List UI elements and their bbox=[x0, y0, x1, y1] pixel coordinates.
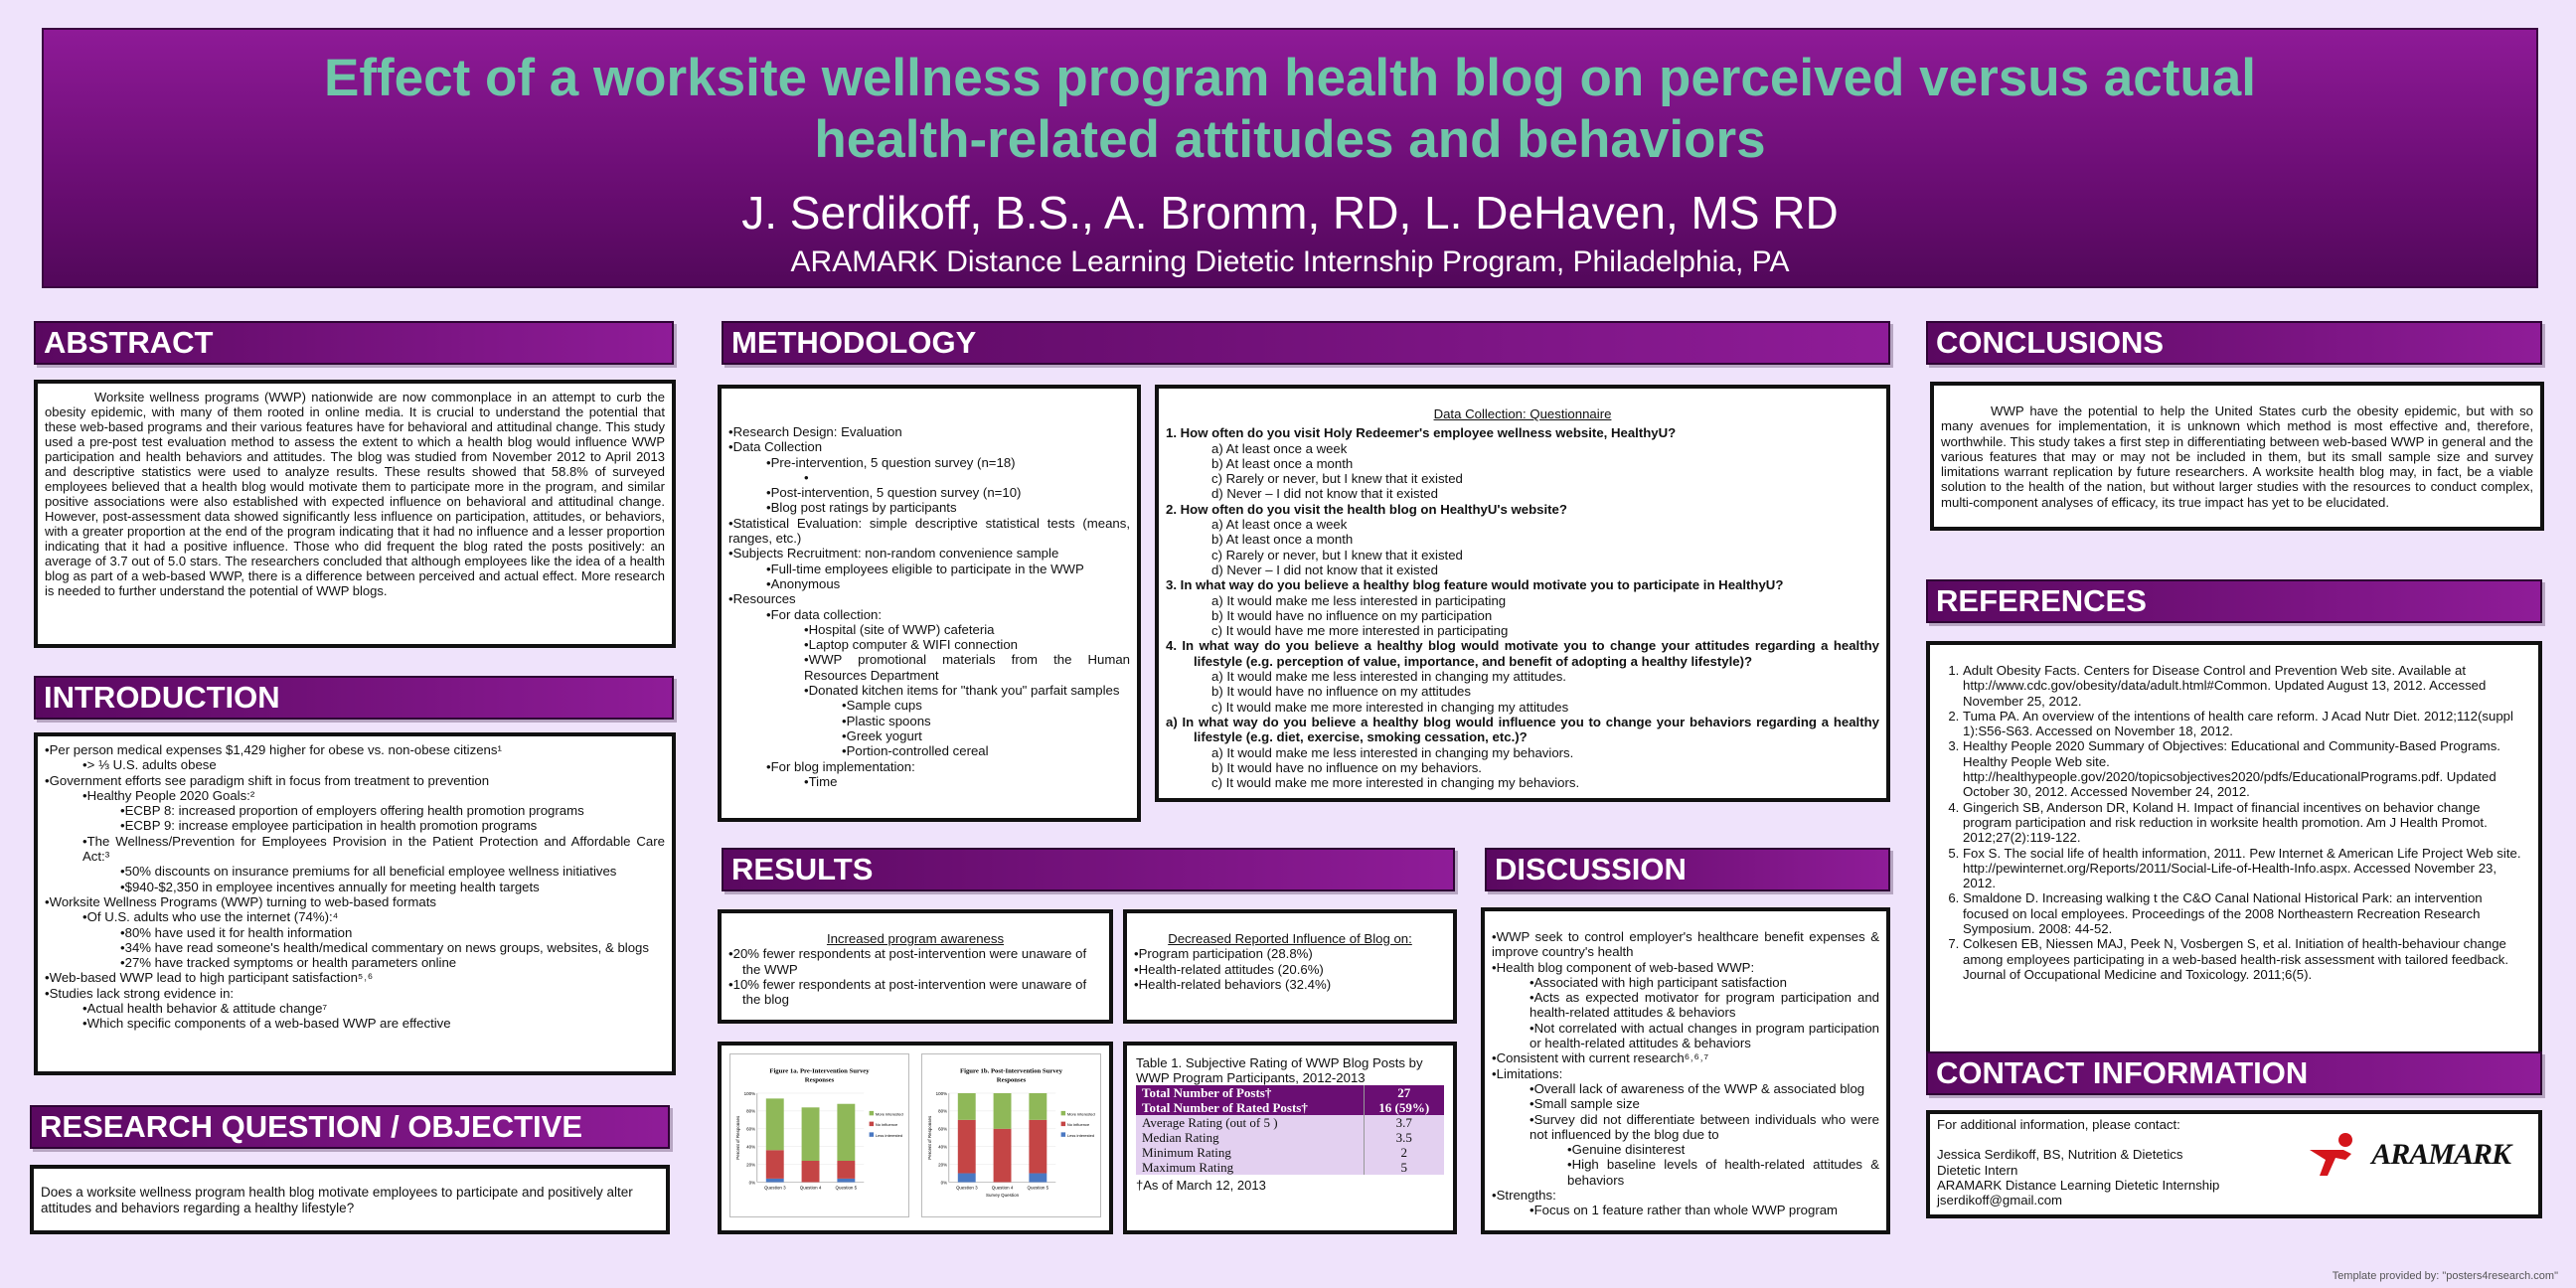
chart-bar bbox=[958, 1174, 976, 1183]
y-tick-label: 40% bbox=[746, 1144, 756, 1150]
rating-table-row bbox=[1136, 1145, 1444, 1160]
methodology-item: •Anonymous bbox=[766, 575, 841, 591]
introduction-header: INTRODUCTION bbox=[34, 676, 674, 720]
introduction-box bbox=[34, 732, 676, 1075]
discussion-item: •WWP seek to control employer's healthcare benefit expenses & improve country's health bbox=[1492, 929, 1879, 960]
rating-table-value: 3.7 bbox=[1364, 1115, 1444, 1130]
introduction-item: •Which specific components of a web-based WWP are effective bbox=[82, 1016, 451, 1032]
results-increased-box bbox=[718, 909, 1113, 1024]
rating-table-row bbox=[1136, 1130, 1444, 1145]
abstract-header: ABSTRACT bbox=[34, 321, 674, 365]
conclusions-box bbox=[1930, 382, 2544, 531]
conclusions-text: WWP have the potential to help the United States curb the obesity epidemic, but with so many avenues for implementation, it is unknown which method is most effective and, therefore, worthwhile. This study takes a first step in differentiating between web-based WWP in general and the various features that may or may not be included in them, but its small sample size and survey limitations warrant replication by future researchers. A worksite health blog may, in fact, be a viable solution to the health of the nation, but without larger studies with the resources to conduct complex, multi-component analyses of efficacy, its true impact has yet to be elucidated. bbox=[1941, 403, 2533, 510]
research-question-box bbox=[30, 1165, 670, 1234]
y-tick-label: 100% bbox=[743, 1090, 756, 1096]
references-header: REFERENCES bbox=[1926, 579, 2542, 623]
legend-swatch bbox=[1061, 1132, 1065, 1136]
methodology-item: •Pre-intervention, 5 question survey (n=18) bbox=[766, 454, 1016, 470]
introduction-item: •Web-based WWP lead to high participant satisfaction⁵˒⁶ bbox=[45, 970, 374, 986]
methodology-header: METHODOLOGY bbox=[722, 321, 1890, 365]
questionnaire-answer: c) Rarely or never, but I knew that it existed bbox=[1211, 471, 1463, 487]
methodology-item: •Hospital (site of WWP) cafeteria bbox=[804, 621, 995, 637]
increased-item: •10% fewer respondents at post-intervention were unaware of the blog bbox=[728, 976, 1087, 1008]
discussion-item: •Genuine disinterest bbox=[1567, 1142, 1686, 1158]
methodology-item: •Portion-controlled cereal bbox=[842, 743, 989, 759]
questionnaire-answer: d) Never – I did not know that it existed bbox=[1211, 562, 1438, 577]
introduction-item: •Government efforts see paradigm shift in focus from treatment to prevention bbox=[45, 772, 490, 788]
rating-table-row bbox=[1136, 1100, 1444, 1115]
legend-swatch bbox=[870, 1122, 874, 1126]
chart-bar bbox=[837, 1161, 855, 1179]
contact-name: Jessica Serdikoff, BS, Nutrition & Dietetics bbox=[1937, 1147, 2183, 1163]
questionnaire-question: a) In what way do you believe a healthy blog would influence you to change your behaviors regarding a healthy lifestyle (e.g. diet, exercise, smoking cessation, etc.)? bbox=[1166, 714, 1879, 745]
chart-bar bbox=[766, 1179, 784, 1183]
references-box bbox=[1926, 641, 2542, 1056]
decreased-item: •Health-related attitudes (20.6%) bbox=[1134, 961, 1324, 977]
questionnaire-answer: b) At least once a month bbox=[1211, 532, 1354, 548]
reference-item: 2. Tuma PA. An overview of the intentions of health care reform. J Acad Nutr Diet. 2012;112(suppl 1):S56-S63. Accessed on November 18, 2012. bbox=[1963, 709, 2531, 739]
introduction-item: •Per person medical expenses $1,429 higher for obese vs. non-obese citizens¹ bbox=[45, 742, 502, 757]
discussion-item: •High baseline levels of health-related attitudes & behaviors bbox=[1567, 1157, 1879, 1188]
y-tick-label: 20% bbox=[938, 1162, 948, 1168]
legend-swatch bbox=[1061, 1111, 1065, 1115]
rating-table-value: 27 bbox=[1364, 1085, 1444, 1100]
introduction-item: •Of U.S. adults who use the internet (74%):⁴ bbox=[82, 909, 339, 925]
chart-bar bbox=[994, 1129, 1012, 1183]
y-axis-label: Percent of Responses bbox=[926, 1115, 932, 1160]
methodology-item: •Full-time employees eligible to participate in the WWP bbox=[766, 561, 1084, 576]
research-question-text: Does a worksite wellness program health blog motivate employees to participate and positively alter attitudes and behaviors regarding a healthy lifestyle? bbox=[41, 1185, 633, 1215]
introduction-item: •The Wellness/Prevention for Employees Provision in the Patient Protection and Affordable Care Act:³ bbox=[82, 833, 665, 865]
x-tick-label: Question 4 bbox=[991, 1185, 1014, 1191]
discussion-box bbox=[1481, 907, 1890, 1234]
chart-bar bbox=[994, 1093, 1012, 1129]
x-tick-label: Question 3 bbox=[763, 1185, 786, 1191]
legend-label: Less interested bbox=[1066, 1132, 1095, 1138]
introduction-item: •ECBP 8: increased proportion of employers offering health promotion programs bbox=[120, 803, 584, 819]
decreased-influence-list bbox=[1134, 946, 1446, 992]
y-tick-label: 100% bbox=[935, 1090, 948, 1096]
questionnaire-answer: a) It would make me less interested in changing my attitudes. bbox=[1211, 669, 1566, 685]
questionnaire-answer: b) At least once a month bbox=[1211, 455, 1354, 471]
introduction-item: •50% discounts on insurance premiums for all beneficial employee wellness initiatives bbox=[120, 864, 617, 880]
discussion-item: •Survey did not differentiate between individuals who were not influenced by the blog due to bbox=[1530, 1111, 1879, 1142]
methodology-item: •Subjects Recruitment: non-random convenience sample bbox=[728, 546, 1059, 562]
chart-title: Figure 1a. Pre-Intervention Survey bbox=[769, 1067, 870, 1075]
legend-label: Less interested bbox=[875, 1132, 903, 1138]
methodology-item: •Resources bbox=[728, 591, 796, 607]
contact-program: ARAMARK Distance Learning Dietetic Internship bbox=[1937, 1177, 2220, 1193]
discussion-item: •Small sample size bbox=[1530, 1096, 1640, 1112]
questionnaire-list bbox=[1166, 425, 1879, 790]
rating-table-label: Total Number of Posts† bbox=[1136, 1085, 1364, 1100]
chart-bar bbox=[802, 1161, 820, 1182]
questionnaire-box bbox=[1155, 385, 1890, 802]
decreased-influence-title: Decreased Reported Influence of Blog on: bbox=[1168, 931, 1412, 946]
methodology-item: •Donated kitchen items for "thank you" parfait samples bbox=[804, 683, 1120, 699]
reference-item: 4. Gingerich SB, Anderson DR, Koland H. Impact of financial incentives on behavior change program participation and risk reduction in worksite health promotion. Am J Health Promot. 2012;27(2):119-122. bbox=[1963, 800, 2531, 846]
introduction-item: •27% have tracked symptoms or health parameters online bbox=[120, 955, 457, 971]
discussion-header: DISCUSSION bbox=[1485, 848, 1890, 891]
chart-title-line2: Responses bbox=[804, 1076, 835, 1084]
y-tick-label: 20% bbox=[746, 1162, 756, 1168]
y-tick-label: 80% bbox=[746, 1108, 756, 1114]
rating-table bbox=[1136, 1085, 1444, 1175]
poster-title: Effect of a worksite wellness program health blog on perceived versus actual health-related attitudes and behaviors bbox=[324, 49, 2256, 169]
title-banner bbox=[42, 28, 2538, 288]
questionnaire-answer: a) At least once a week bbox=[1211, 440, 1348, 456]
rating-table-label: Average Rating (out of 5 ) bbox=[1136, 1115, 1364, 1130]
methodology-item: •Greek yogurt bbox=[842, 727, 922, 743]
chart-bar bbox=[837, 1179, 855, 1183]
questionnaire-answer: b) It would have no influence on my participation bbox=[1211, 607, 1493, 623]
chart-bar bbox=[837, 1104, 855, 1161]
reference-item: 6. Smaldone D. Increasing walking t the C&O Canal National Historical Park: an intervention focused on local employees. Proceedings of the 2008 Northeastern Recreation Research Symposium. 2008: 44-52. bbox=[1963, 890, 2531, 936]
introduction-item: •> ⅓ U.S. adults obese bbox=[82, 757, 217, 773]
figures-row bbox=[729, 1053, 1101, 1217]
chart-bar bbox=[1029, 1174, 1046, 1183]
introduction-item: •34% have read someone's health/medical commentary on news groups, websites, & blogs bbox=[120, 939, 649, 955]
methodology-item: •Blog post ratings by participants bbox=[766, 500, 957, 516]
template-credit: Template provided by: "posters4research.com" bbox=[2332, 1270, 2558, 1282]
chart-title-line2: Responses bbox=[996, 1076, 1027, 1084]
questionnaire-answer: b) It would have no influence on my behaviors. bbox=[1211, 759, 1482, 775]
aramark-logo-text: ARAMARK bbox=[2371, 1138, 2510, 1172]
contact-role: Dietetic Intern bbox=[1937, 1162, 2018, 1178]
y-tick-label: 0% bbox=[748, 1180, 756, 1186]
questionnaire-answer: b) It would have no influence on my attitudes bbox=[1211, 684, 1471, 700]
decreased-item: •Program participation (28.8%) bbox=[1134, 946, 1313, 962]
questionnaire-answer: c) Rarely or never, but I knew that it existed bbox=[1211, 547, 1463, 563]
introduction-item: •ECBP 9: increase employee participation in health promotion programs bbox=[120, 818, 538, 834]
discussion-item: •Associated with high participant satisfaction bbox=[1530, 974, 1787, 990]
figure-1a-chart bbox=[729, 1053, 909, 1217]
questionnaire-answer: d) Never – I did not know that it existed bbox=[1211, 486, 1438, 502]
legend-swatch bbox=[1061, 1122, 1065, 1126]
questionnaire-question: 3. In what way do you believe a healthy blog feature would motivate you to participate in HealthyU? bbox=[1166, 577, 1784, 593]
table-caption: Table 1. Subjective Rating of WWP Blog Posts by WWP Program Participants, 2012-2013 bbox=[1136, 1055, 1423, 1085]
y-tick-label: 60% bbox=[938, 1126, 948, 1132]
legend-label: More interested bbox=[1066, 1111, 1095, 1117]
y-tick-label: 0% bbox=[940, 1180, 948, 1186]
questionnaire-question: 4. In what way do you believe a healthy blog would motivate you to change your attitudes regarding a healthy lifestyle (e.g. perception of value, importance, and benefit of adopting a healthy lifestyle)? bbox=[1166, 638, 1879, 669]
abstract-text: Worksite wellness programs (WWP) nationwide are now commonplace in an attempt to curb the obesity epidemic, with many of them rooted in online media. It is crucial to understand the potential that these web-based programs and their various features have for behavioral and attitudinal change. This study used a pre-post test evaluation method to assess the extent to which a health blog would influence WWP participation and health behaviors and attitudes. The blog was studied from November 2012 to April 2013 and descriptive statistics were used to analyze results. These results showed that 58.8% of surveyed employees believed that a health blog would motivate them to participate more in the program, and similar positive associations were also established with expected influence on behavioral and attitudinal change. However, post-assessment data showed significantly less influence on participation, attitudes, or behaviors, with a greater proportion at the end of the program indicating that it had no influence and a lesser proportion indicating that it had a positive influence. Those who did frequent the blog rated the posts positively: an average of 3.7 out of 5.0 stars. The researchers concluded that although employees like the idea of a health blog as part of a web-based WWP, there is a difference between perceived and actual effect. More research is needed to further understand the potential of WWP blogs. bbox=[45, 390, 665, 598]
rating-table-value: 5 bbox=[1364, 1160, 1444, 1175]
legend-label: No influence bbox=[875, 1122, 898, 1128]
rating-table-value: 2 bbox=[1364, 1145, 1444, 1160]
x-tick-label: Question 5 bbox=[1027, 1185, 1049, 1191]
reference-item: 7. Colkesen EB, Niessen MAJ, Peek N, Vosbergen S, et al. Initiation of health-behaviour change among employees participating in a web-based health-risk assessment with tailored feedback. Journal of Occupational Medicine and Toxicology. 2011;6(5). bbox=[1963, 936, 2531, 982]
reference-item: 1. Adult Obesity Facts. Centers for Disease Control and Prevention Web site. Available at http://www.cdc.gov/obesity/data/adult.html#Common. Updated August 13, 2012. Accessed November 25, 2012. bbox=[1963, 663, 2531, 709]
methodology-item: •Laptop computer & WIFI connection bbox=[804, 637, 1018, 653]
introduction-item: •$940-$2,350 in employee incentives annually for meeting health targets bbox=[120, 879, 540, 894]
questionnaire-answer: a) At least once a week bbox=[1211, 517, 1348, 533]
introduction-item: •Studies lack strong evidence in: bbox=[45, 985, 235, 1001]
table-footnote: †As of March 12, 2013 bbox=[1136, 1178, 1266, 1193]
discussion-item: •Limitations: bbox=[1492, 1065, 1563, 1081]
questionnaire-question: 1. How often do you visit Holy Redeemer's employee wellness website, HealthyU? bbox=[1166, 425, 1677, 441]
rating-table-label: Median Rating bbox=[1136, 1130, 1364, 1145]
methodology-item: •Time bbox=[804, 773, 838, 789]
introduction-list bbox=[45, 742, 665, 1032]
legend-label: More interested bbox=[875, 1111, 903, 1117]
legend-label: No influence bbox=[1066, 1122, 1090, 1128]
contact-email[interactable]: jserdikoff@gmail.com bbox=[1937, 1193, 2063, 1208]
rating-table-label: Minimum Rating bbox=[1136, 1145, 1364, 1160]
aramark-logo bbox=[2306, 1130, 2510, 1180]
discussion-item: •Consistent with current research⁶˒⁶˒⁷ bbox=[1492, 1050, 1709, 1066]
affiliation: ARAMARK Distance Learning Dietetic Internship Program, Philadelphia, PA bbox=[790, 245, 1790, 278]
methodology-list bbox=[728, 424, 1130, 789]
results-header: RESULTS bbox=[722, 848, 1455, 891]
chart-bar bbox=[958, 1120, 976, 1174]
questionnaire-title: Data Collection: Questionnaire bbox=[1433, 406, 1612, 421]
figure-1b-chart bbox=[921, 1053, 1101, 1217]
legend-swatch bbox=[870, 1111, 874, 1115]
x-axis-label: Survey Question bbox=[986, 1192, 1020, 1198]
y-tick-label: 40% bbox=[938, 1144, 948, 1150]
questionnaire-answer: a) It would make me less interested in participating bbox=[1211, 592, 1507, 608]
decreased-item: •Health-related behaviors (32.4%) bbox=[1134, 976, 1332, 992]
methodology-item: •Post-intervention, 5 question survey (n=10) bbox=[766, 485, 1022, 501]
questionnaire-answer: c) It would make me more interested in changing my behaviors. bbox=[1211, 775, 1580, 791]
methodology-item: •Research Design: Evaluation bbox=[728, 424, 902, 439]
methodology-item: •WWP promotional materials from the Human Resources Department bbox=[804, 652, 1130, 683]
introduction-item: •80% have used it for health information bbox=[120, 924, 353, 940]
rating-table-label: Total Number of Rated Posts† bbox=[1136, 1100, 1364, 1115]
abstract-box bbox=[34, 380, 676, 648]
discussion-item: •Not correlated with actual changes in program participation or health-related attitudes & behaviors bbox=[1530, 1020, 1879, 1051]
rating-table-value: 16 (59%) bbox=[1364, 1100, 1444, 1115]
chart-bar bbox=[958, 1093, 976, 1120]
aramark-star-icon bbox=[2306, 1130, 2365, 1180]
chart-bar bbox=[766, 1150, 784, 1179]
chart-bar bbox=[766, 1098, 784, 1150]
methodology-item: •Sample cups bbox=[842, 698, 922, 714]
chart-title: Figure 1b. Post-Intervention Survey bbox=[959, 1067, 1063, 1075]
reference-item: 3. Healthy People 2020 Summary of Objectives: Educational and Community-Based Programs. Healthy People Web site. http://healthypeople.gov/2020/topicsobjectives2020/pdfs/EducationalPrograms.pdf. Updated October 30, 2012. Accessed November 24, 2012. bbox=[1963, 738, 2531, 799]
discussion-item: •Focus on 1 feature rather than whole WWP program bbox=[1530, 1203, 1839, 1218]
rating-table-value: 3.5 bbox=[1364, 1130, 1444, 1145]
results-figures-box bbox=[718, 1042, 1113, 1234]
increased-awareness-list bbox=[728, 946, 1102, 1007]
y-axis-label: Percent of Responses bbox=[734, 1115, 740, 1160]
methodology-box bbox=[718, 385, 1141, 822]
y-tick-label: 80% bbox=[938, 1108, 948, 1114]
questionnaire-answer: c) It would have me more interested in participating bbox=[1211, 623, 1509, 639]
conclusions-header: CONCLUSIONS bbox=[1926, 321, 2542, 365]
questionnaire-answer: c) It would make me more interested in changing my attitudes bbox=[1211, 699, 1569, 715]
chart-bar bbox=[1029, 1093, 1046, 1120]
chart-bar bbox=[1029, 1120, 1046, 1174]
x-tick-label: Question 3 bbox=[955, 1185, 978, 1191]
contact-box bbox=[1926, 1110, 2542, 1218]
introduction-item: •Worksite Wellness Programs (WWP) turning to web-based formats bbox=[45, 893, 437, 909]
chart-bar bbox=[802, 1107, 820, 1161]
rating-table-row bbox=[1136, 1085, 1444, 1100]
y-tick-label: 60% bbox=[746, 1126, 756, 1132]
discussion-item: •Overall lack of awareness of the WWP & associated blog bbox=[1530, 1080, 1865, 1096]
discussion-item: •Acts as expected motivator for program participation and health-related attitudes & behaviors bbox=[1530, 990, 1879, 1021]
increased-item: •20% fewer respondents at post-intervention were unaware of the WWP bbox=[728, 946, 1087, 977]
questionnaire-question: 2. How often do you visit the health blog on HealthyU's website? bbox=[1166, 501, 1567, 517]
x-tick-label: Question 5 bbox=[835, 1185, 858, 1191]
methodology-item: •Plastic spoons bbox=[842, 713, 931, 728]
methodology-item: •Data Collection bbox=[728, 439, 823, 455]
rating-table-label: Maximum Rating bbox=[1136, 1160, 1364, 1175]
rating-table-row bbox=[1136, 1115, 1444, 1130]
discussion-item: •Strengths: bbox=[1492, 1188, 1556, 1204]
increased-awareness-title: Increased program awareness bbox=[826, 931, 1005, 946]
contact-header: CONTACT INFORMATION bbox=[1926, 1051, 2542, 1095]
rating-table-row bbox=[1136, 1160, 1444, 1175]
references-list bbox=[1937, 663, 2531, 982]
discussion-list bbox=[1492, 929, 1879, 1218]
legend-swatch bbox=[870, 1132, 874, 1136]
questionnaire-answer: a) It would make me less interested in changing my behaviors. bbox=[1211, 744, 1574, 760]
discussion-item: •Health blog component of web-based WWP: bbox=[1492, 959, 1755, 975]
introduction-item: •Actual health behavior & attitude change⁷ bbox=[82, 1001, 328, 1017]
contact-intro: For additional information, please contact: bbox=[1937, 1117, 2180, 1132]
introduction-item: •Healthy People 2020 Goals:² bbox=[82, 787, 255, 803]
authors: J. Serdikoff, B.S., A. Bromm, RD, L. DeHaven, MS RD bbox=[741, 187, 1839, 239]
results-decreased-box bbox=[1123, 909, 1457, 1024]
results-table-box bbox=[1123, 1042, 1457, 1234]
methodology-item: • bbox=[804, 469, 809, 485]
x-tick-label: Question 4 bbox=[799, 1185, 822, 1191]
methodology-item: •For data collection: bbox=[766, 606, 883, 622]
reference-item: 5. Fox S. The social life of health information, 2011. Pew Internet & American Life Project Web site. http://pewinternet.org/Reports/2011/Social-Life-of-Health-Info.aspx. Accessed November 23, 2012. bbox=[1963, 846, 2531, 891]
methodology-item: •For blog implementation: bbox=[766, 758, 915, 774]
methodology-item: •Statistical Evaluation: simple descriptive statistical tests (means, ranges, etc.) bbox=[728, 515, 1130, 547]
research-question-header: RESEARCH QUESTION / OBJECTIVE bbox=[30, 1105, 670, 1149]
